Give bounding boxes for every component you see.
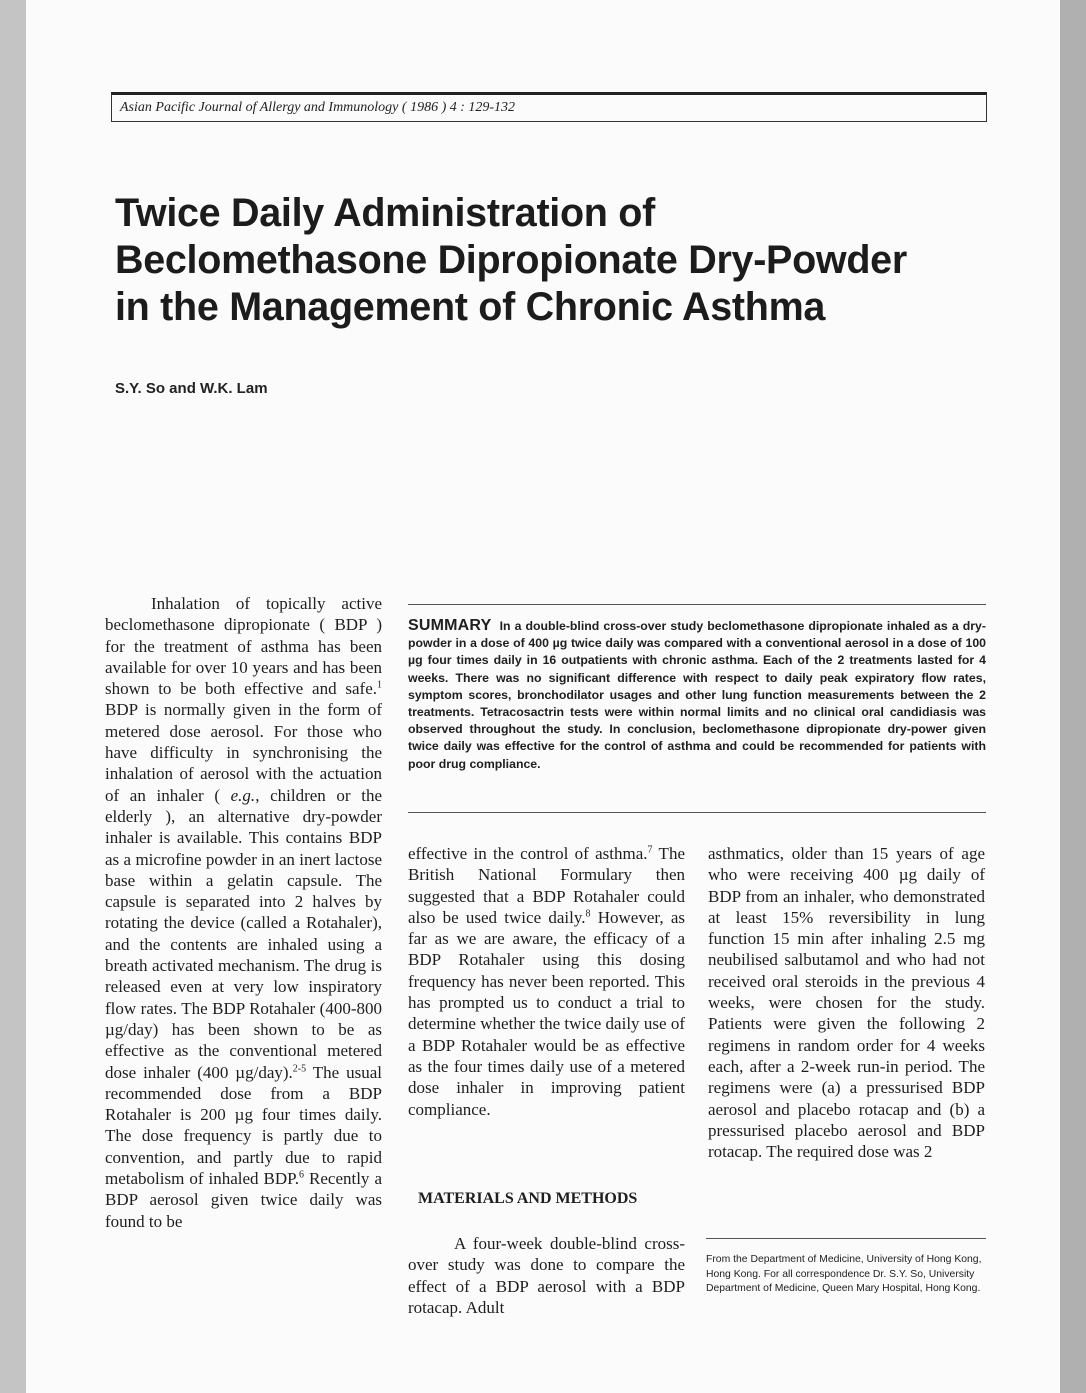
title-line-3: in the Management of Chronic Asthma [115,285,826,329]
summary-text: In a double-blind cross-over study beclomethasone dipropionate inhaled as a dry-powder in a dose of 400 µg twice daily was compared with a conventional aerosol in a dose of 100 µg four times daily in 16 outpatients with chronic asthma. Each of the 2 treatments lasted for 4 weeks. There was no significant difference with respect to daily peak expiratory flow rates, symptom scores, bronchodilator usages and other lung function measurements between the 2 treatments. Tetracosactrin tests were within normal limits and no clinical oral candidiasis was observed throughout the study. In conclusion, beclomethasone dipropionate dry-power given twice daily was effective for the control of asthma and could be recommended for patients with poor drug compliance. [408,619,986,771]
intro-text: , children or the elderly ), an alternative dry-powder inhaler is available. This contains BDP as a microfine powder in an inert lactose base within a gelatin capsule. The capsule is separated into 2 halves by rotating the device (called a Rotahaler), and the contents are inhaled using a breath activated mechanism. The drug is released even at very low inspiratory flow rates. The BDP Rotahaler (400-800 µg/day) has been shown to be as effective as the conventional metered dose inhaler (400 µg/day). [105,785,382,1082]
intro-continuation [408,843,685,1120]
reference-6: 6 [299,1169,304,1181]
reference-8: 8 [585,908,591,920]
intro-text: Recently a BDP aerosol given twice daily was found to be [105,1169,382,1231]
methods-column-3 [708,843,985,1162]
methods-heading: MATERIALS AND METHODS [418,1190,638,1207]
scan-right-edge [1060,0,1086,1393]
intro-text: effective in the control of asthma. [408,844,648,863]
intro-column-1 [105,593,382,1232]
summary-divider-bottom [408,812,986,813]
reference-2-5: 2-5 [292,1062,307,1074]
eg-abbrev: e.g. [230,785,256,805]
intro-text: Inhalation of topically active beclomethasone dipropionate ( BDP ) for the treatment of asthma has been available for over 10 years and has been shown to be both effective and safe. [105,594,382,699]
methods-column-2 [408,1233,685,1318]
summary-abstract [408,617,986,773]
reference-7: 7 [647,844,653,856]
methods-paragraph-start: A four-week double-blind cross-over study was done to compare the effect of a BDP aerosol with a BDP rotacap. Adult [408,1234,685,1317]
intro-text: The British National Formulary then suggested that a BDP Rotahaler could also be used twice daily. [408,844,685,927]
journal-header-box [111,92,987,122]
methods-paragraph-continuation: asthmatics, older than 15 years of age who were receiving 400 µg daily of BDP from an inhaler, who demonstrated at least 15% reversibility in lung function 15 min after inhaling 2.5 mg neubilised salbutamol and who had not received oral steroids in the previous 4 weeks, were chosen for the study. Patients were given the following 2 regimens in random order for 4 weeks each, after a 2-week run-in period. The regimens were (a) a pressurised BDP aerosol and placebo rotacap and (b) a pressurised placebo aerosol and BDP rotacap. The required dose was 2 [708,844,985,1162]
title-line-1: Twice Daily Administration of [115,191,655,235]
scan-left-edge [0,0,26,1393]
title-line-2: Beclomethasone Dipropionate Dry-Powder [115,238,907,282]
intro-text: However, as far as we are aware, the efficacy of a BDP Rotahaler using this dosing frequency has never been reported. This has prompted us to conduct a trial to determine whether the twice daily use of a BDP Rotahaler would be as effective as the four times daily use of a metered dose inhaler in improving patient compliance. [408,907,685,1119]
intro-text: The usual recommended dose from a BDP Rotahaler is 200 µg four times daily. The dose frequency is partly due to convention, and partly due to rapid metabolism of inhaled BDP. [105,1062,382,1189]
intro-column-2 [408,843,685,1120]
reference-1: 1 [377,679,382,691]
footnote-divider [706,1238,986,1239]
summary-divider-top [408,604,986,605]
intro-paragraph [105,593,382,1232]
summary-heading: SUMMARY [408,617,492,634]
affiliation-footnote: From the Department of Medicine, University of Hong Kong, Hong Kong. For all correspondence Dr. S.Y. So, University Department of Medicine, Queen Mary Hospital, Hong Kong. [706,1254,982,1295]
journal-citation: Asian Pacific Journal of Allergy and Immunology ( 1986 ) 4 : 129-132 [120,100,516,115]
authors: S.Y. So and W.K. Lam [115,380,268,397]
article-title [115,190,1015,331]
intro-text: BDP is normally given in the form of metered dose aerosol. For those who have difficulty in synchronising the inhalation of aerosol with the actuation of an inhaler ( [105,700,382,805]
